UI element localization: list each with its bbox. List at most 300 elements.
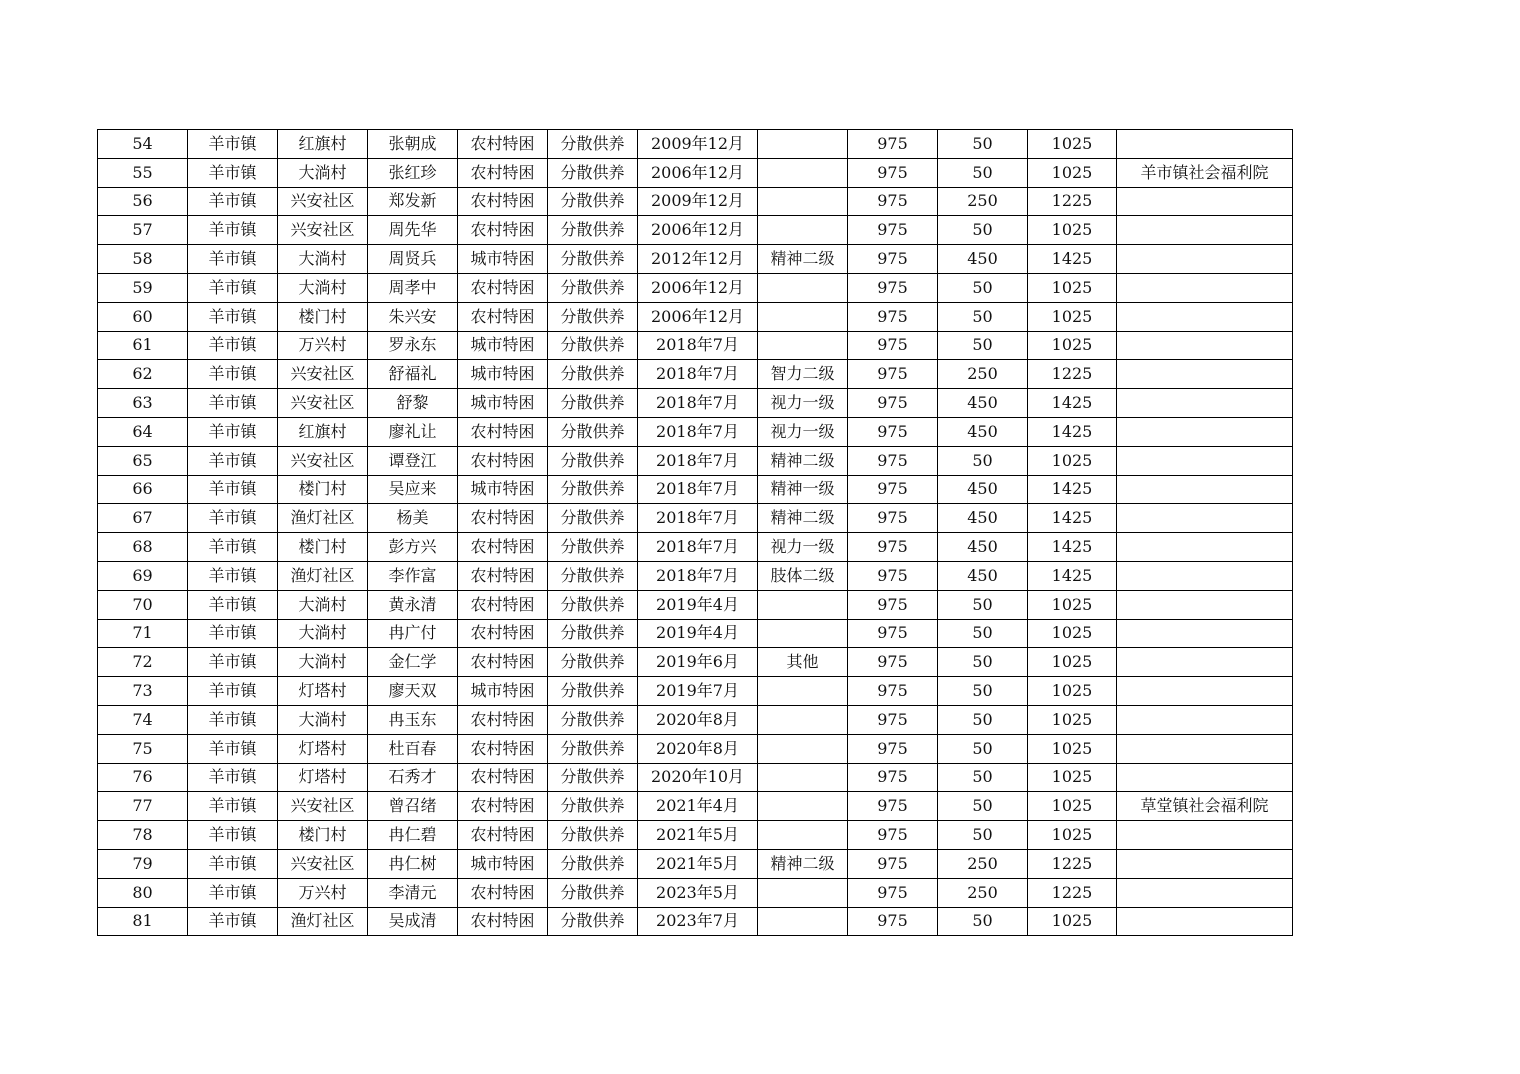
subsidy-cell: 250 bbox=[938, 360, 1028, 389]
serial-number-cell: 71 bbox=[98, 619, 188, 648]
subsidy-cell: 450 bbox=[938, 417, 1028, 446]
note-cell bbox=[1117, 446, 1293, 475]
note-cell bbox=[1117, 273, 1293, 302]
support-type-cell: 分散供养 bbox=[548, 533, 638, 562]
category-cell: 农村特困 bbox=[458, 302, 548, 331]
name-cell: 张红珍 bbox=[368, 158, 458, 187]
subsidy-cell: 50 bbox=[938, 734, 1028, 763]
serial-number-cell: 59 bbox=[98, 273, 188, 302]
table-row bbox=[98, 273, 1293, 302]
subsidy-cell: 50 bbox=[938, 648, 1028, 677]
note-cell bbox=[1117, 763, 1293, 792]
total-cell: 1025 bbox=[1028, 734, 1117, 763]
note-cell bbox=[1117, 417, 1293, 446]
serial-number-cell: 60 bbox=[98, 302, 188, 331]
base-amount-cell: 975 bbox=[848, 561, 938, 590]
table-row bbox=[98, 446, 1293, 475]
table-row bbox=[98, 504, 1293, 533]
subsidy-cell: 450 bbox=[938, 245, 1028, 274]
total-cell: 1025 bbox=[1028, 130, 1117, 159]
serial-number-cell: 67 bbox=[98, 504, 188, 533]
table-row bbox=[98, 878, 1293, 907]
category-cell: 农村特困 bbox=[458, 158, 548, 187]
name-cell: 冉广付 bbox=[368, 619, 458, 648]
base-amount-cell: 975 bbox=[848, 792, 938, 821]
table-row bbox=[98, 130, 1293, 159]
subsidy-cell: 450 bbox=[938, 561, 1028, 590]
base-amount-cell: 975 bbox=[848, 705, 938, 734]
total-cell: 1425 bbox=[1028, 504, 1117, 533]
name-cell: 罗永东 bbox=[368, 331, 458, 360]
note-cell bbox=[1117, 619, 1293, 648]
disability-cell bbox=[758, 130, 848, 159]
town-cell: 羊市镇 bbox=[188, 878, 278, 907]
base-amount-cell: 975 bbox=[848, 821, 938, 850]
disability-cell bbox=[758, 677, 848, 706]
disability-cell bbox=[758, 302, 848, 331]
name-cell: 周贤兵 bbox=[368, 245, 458, 274]
support-type-cell: 分散供养 bbox=[548, 245, 638, 274]
disability-cell: 肢体二级 bbox=[758, 561, 848, 590]
table-row bbox=[98, 561, 1293, 590]
name-cell: 冉仁碧 bbox=[368, 821, 458, 850]
town-cell: 羊市镇 bbox=[188, 533, 278, 562]
base-amount-cell: 975 bbox=[848, 533, 938, 562]
village-cell: 楼门村 bbox=[278, 821, 368, 850]
total-cell: 1225 bbox=[1028, 187, 1117, 216]
start-date-cell: 2018年7月 bbox=[638, 389, 758, 418]
serial-number-cell: 64 bbox=[98, 417, 188, 446]
support-type-cell: 分散供养 bbox=[548, 417, 638, 446]
total-cell: 1025 bbox=[1028, 331, 1117, 360]
start-date-cell: 2006年12月 bbox=[638, 158, 758, 187]
subsidy-cell: 50 bbox=[938, 590, 1028, 619]
town-cell: 羊市镇 bbox=[188, 475, 278, 504]
note-cell bbox=[1117, 504, 1293, 533]
town-cell: 羊市镇 bbox=[188, 504, 278, 533]
town-cell: 羊市镇 bbox=[188, 389, 278, 418]
serial-number-cell: 74 bbox=[98, 705, 188, 734]
total-cell: 1025 bbox=[1028, 302, 1117, 331]
note-cell bbox=[1117, 475, 1293, 504]
base-amount-cell: 975 bbox=[848, 590, 938, 619]
village-cell: 渔灯社区 bbox=[278, 504, 368, 533]
name-cell: 郑发新 bbox=[368, 187, 458, 216]
table-row bbox=[98, 417, 1293, 446]
village-cell: 兴安社区 bbox=[278, 849, 368, 878]
category-cell: 农村特困 bbox=[458, 187, 548, 216]
subsidy-cell: 50 bbox=[938, 130, 1028, 159]
category-cell: 城市特困 bbox=[458, 245, 548, 274]
name-cell: 谭登江 bbox=[368, 446, 458, 475]
table-row bbox=[98, 216, 1293, 245]
category-cell: 农村特困 bbox=[458, 878, 548, 907]
start-date-cell: 2018年7月 bbox=[638, 561, 758, 590]
subsidy-cell: 50 bbox=[938, 331, 1028, 360]
village-cell: 灯塔村 bbox=[278, 677, 368, 706]
start-date-cell: 2012年12月 bbox=[638, 245, 758, 274]
serial-number-cell: 65 bbox=[98, 446, 188, 475]
village-cell: 大淌村 bbox=[278, 245, 368, 274]
category-cell: 农村特困 bbox=[458, 216, 548, 245]
note-cell bbox=[1117, 705, 1293, 734]
serial-number-cell: 78 bbox=[98, 821, 188, 850]
total-cell: 1425 bbox=[1028, 389, 1117, 418]
serial-number-cell: 76 bbox=[98, 763, 188, 792]
table-row bbox=[98, 763, 1293, 792]
village-cell: 红旗村 bbox=[278, 417, 368, 446]
support-type-cell: 分散供养 bbox=[548, 878, 638, 907]
category-cell: 农村特困 bbox=[458, 619, 548, 648]
village-cell: 灯塔村 bbox=[278, 763, 368, 792]
disability-cell: 精神二级 bbox=[758, 504, 848, 533]
town-cell: 羊市镇 bbox=[188, 648, 278, 677]
total-cell: 1425 bbox=[1028, 417, 1117, 446]
subsidy-cell: 50 bbox=[938, 273, 1028, 302]
disability-cell bbox=[758, 792, 848, 821]
category-cell: 农村特困 bbox=[458, 763, 548, 792]
note-cell bbox=[1117, 245, 1293, 274]
note-cell bbox=[1117, 907, 1293, 936]
support-type-cell: 分散供养 bbox=[548, 619, 638, 648]
support-type-cell: 分散供养 bbox=[548, 648, 638, 677]
base-amount-cell: 975 bbox=[848, 130, 938, 159]
serial-number-cell: 80 bbox=[98, 878, 188, 907]
note-cell bbox=[1117, 331, 1293, 360]
category-cell: 农村特困 bbox=[458, 907, 548, 936]
support-type-cell: 分散供养 bbox=[548, 389, 638, 418]
town-cell: 羊市镇 bbox=[188, 907, 278, 936]
village-cell: 灯塔村 bbox=[278, 734, 368, 763]
village-cell: 楼门村 bbox=[278, 302, 368, 331]
base-amount-cell: 975 bbox=[848, 389, 938, 418]
subsidy-cell: 50 bbox=[938, 907, 1028, 936]
support-type-cell: 分散供养 bbox=[548, 273, 638, 302]
disability-cell bbox=[758, 619, 848, 648]
start-date-cell: 2020年8月 bbox=[638, 705, 758, 734]
category-cell: 城市特困 bbox=[458, 331, 548, 360]
note-cell bbox=[1117, 677, 1293, 706]
start-date-cell: 2018年7月 bbox=[638, 533, 758, 562]
subsidy-cell: 50 bbox=[938, 763, 1028, 792]
table-row bbox=[98, 734, 1293, 763]
village-cell: 红旗村 bbox=[278, 130, 368, 159]
table-row bbox=[98, 907, 1293, 936]
support-type-cell: 分散供养 bbox=[548, 907, 638, 936]
table-row bbox=[98, 331, 1293, 360]
village-cell: 大淌村 bbox=[278, 158, 368, 187]
disability-cell: 视力一级 bbox=[758, 417, 848, 446]
category-cell: 农村特困 bbox=[458, 648, 548, 677]
base-amount-cell: 975 bbox=[848, 273, 938, 302]
serial-number-cell: 54 bbox=[98, 130, 188, 159]
serial-number-cell: 77 bbox=[98, 792, 188, 821]
support-type-cell: 分散供养 bbox=[548, 158, 638, 187]
start-date-cell: 2020年8月 bbox=[638, 734, 758, 763]
village-cell: 兴安社区 bbox=[278, 216, 368, 245]
note-cell bbox=[1117, 360, 1293, 389]
table-row bbox=[98, 302, 1293, 331]
total-cell: 1225 bbox=[1028, 878, 1117, 907]
serial-number-cell: 75 bbox=[98, 734, 188, 763]
note-cell bbox=[1117, 878, 1293, 907]
category-cell: 农村特困 bbox=[458, 417, 548, 446]
table-row bbox=[98, 619, 1293, 648]
category-cell: 农村特困 bbox=[458, 821, 548, 850]
note-cell bbox=[1117, 187, 1293, 216]
village-cell: 兴安社区 bbox=[278, 389, 368, 418]
note-cell bbox=[1117, 389, 1293, 418]
start-date-cell: 2018年7月 bbox=[638, 360, 758, 389]
village-cell: 兴安社区 bbox=[278, 446, 368, 475]
subsidy-cell: 450 bbox=[938, 533, 1028, 562]
category-cell: 城市特困 bbox=[458, 849, 548, 878]
name-cell: 冉仁树 bbox=[368, 849, 458, 878]
base-amount-cell: 975 bbox=[848, 763, 938, 792]
category-cell: 农村特困 bbox=[458, 561, 548, 590]
name-cell: 李清元 bbox=[368, 878, 458, 907]
village-cell: 渔灯社区 bbox=[278, 907, 368, 936]
category-cell: 城市特困 bbox=[458, 389, 548, 418]
village-cell: 万兴村 bbox=[278, 331, 368, 360]
subsidy-cell: 50 bbox=[938, 216, 1028, 245]
start-date-cell: 2009年12月 bbox=[638, 130, 758, 159]
town-cell: 羊市镇 bbox=[188, 849, 278, 878]
serial-number-cell: 68 bbox=[98, 533, 188, 562]
support-type-cell: 分散供养 bbox=[548, 302, 638, 331]
support-type-cell: 分散供养 bbox=[548, 705, 638, 734]
village-cell: 大淌村 bbox=[278, 590, 368, 619]
village-cell: 大淌村 bbox=[278, 273, 368, 302]
start-date-cell: 2021年5月 bbox=[638, 821, 758, 850]
category-cell: 农村特困 bbox=[458, 590, 548, 619]
town-cell: 羊市镇 bbox=[188, 705, 278, 734]
note-cell bbox=[1117, 734, 1293, 763]
disability-cell bbox=[758, 705, 848, 734]
total-cell: 1025 bbox=[1028, 763, 1117, 792]
disability-cell: 精神二级 bbox=[758, 446, 848, 475]
subsidy-cell: 50 bbox=[938, 446, 1028, 475]
support-type-cell: 分散供养 bbox=[548, 590, 638, 619]
village-cell: 大淌村 bbox=[278, 648, 368, 677]
start-date-cell: 2018年7月 bbox=[638, 504, 758, 533]
serial-number-cell: 57 bbox=[98, 216, 188, 245]
note-cell: 草堂镇社会福利院 bbox=[1117, 792, 1293, 821]
table-row bbox=[98, 245, 1293, 274]
disability-cell bbox=[758, 187, 848, 216]
base-amount-cell: 975 bbox=[848, 878, 938, 907]
start-date-cell: 2023年5月 bbox=[638, 878, 758, 907]
town-cell: 羊市镇 bbox=[188, 273, 278, 302]
name-cell: 周孝中 bbox=[368, 273, 458, 302]
support-type-cell: 分散供养 bbox=[548, 504, 638, 533]
table-row bbox=[98, 360, 1293, 389]
town-cell: 羊市镇 bbox=[188, 821, 278, 850]
base-amount-cell: 975 bbox=[848, 619, 938, 648]
start-date-cell: 2018年7月 bbox=[638, 331, 758, 360]
note-cell bbox=[1117, 821, 1293, 850]
note-cell bbox=[1117, 216, 1293, 245]
town-cell: 羊市镇 bbox=[188, 331, 278, 360]
serial-number-cell: 55 bbox=[98, 158, 188, 187]
start-date-cell: 2021年5月 bbox=[638, 849, 758, 878]
category-cell: 农村特困 bbox=[458, 504, 548, 533]
base-amount-cell: 975 bbox=[848, 446, 938, 475]
category-cell: 农村特困 bbox=[458, 792, 548, 821]
subsidy-cell: 50 bbox=[938, 705, 1028, 734]
village-cell: 万兴村 bbox=[278, 878, 368, 907]
subsidy-cell: 50 bbox=[938, 821, 1028, 850]
name-cell: 杜百春 bbox=[368, 734, 458, 763]
village-cell: 大淌村 bbox=[278, 705, 368, 734]
start-date-cell: 2009年12月 bbox=[638, 187, 758, 216]
table-row bbox=[98, 187, 1293, 216]
disability-cell: 精神二级 bbox=[758, 245, 848, 274]
table-row bbox=[98, 705, 1293, 734]
table-row bbox=[98, 158, 1293, 187]
subsidy-cell: 50 bbox=[938, 792, 1028, 821]
start-date-cell: 2019年6月 bbox=[638, 648, 758, 677]
base-amount-cell: 975 bbox=[848, 331, 938, 360]
table-row bbox=[98, 648, 1293, 677]
name-cell: 冉玉东 bbox=[368, 705, 458, 734]
disability-cell bbox=[758, 878, 848, 907]
name-cell: 李作富 bbox=[368, 561, 458, 590]
start-date-cell: 2019年7月 bbox=[638, 677, 758, 706]
support-type-cell: 分散供养 bbox=[548, 849, 638, 878]
start-date-cell: 2023年7月 bbox=[638, 907, 758, 936]
subsidy-cell: 250 bbox=[938, 878, 1028, 907]
base-amount-cell: 975 bbox=[848, 734, 938, 763]
name-cell: 张朝成 bbox=[368, 130, 458, 159]
disability-cell: 其他 bbox=[758, 648, 848, 677]
village-cell: 兴安社区 bbox=[278, 360, 368, 389]
subsidy-cell: 50 bbox=[938, 302, 1028, 331]
town-cell: 羊市镇 bbox=[188, 590, 278, 619]
total-cell: 1025 bbox=[1028, 792, 1117, 821]
note-cell bbox=[1117, 561, 1293, 590]
start-date-cell: 2019年4月 bbox=[638, 619, 758, 648]
note-cell bbox=[1117, 130, 1293, 159]
base-amount-cell: 975 bbox=[848, 475, 938, 504]
total-cell: 1025 bbox=[1028, 273, 1117, 302]
name-cell: 曾召绪 bbox=[368, 792, 458, 821]
subsidy-cell: 50 bbox=[938, 619, 1028, 648]
start-date-cell: 2006年12月 bbox=[638, 216, 758, 245]
support-type-cell: 分散供养 bbox=[548, 446, 638, 475]
total-cell: 1225 bbox=[1028, 849, 1117, 878]
note-cell bbox=[1117, 533, 1293, 562]
serial-number-cell: 81 bbox=[98, 907, 188, 936]
disability-cell bbox=[758, 734, 848, 763]
base-amount-cell: 975 bbox=[848, 302, 938, 331]
serial-number-cell: 56 bbox=[98, 187, 188, 216]
subsidy-cell: 450 bbox=[938, 504, 1028, 533]
disability-cell bbox=[758, 907, 848, 936]
support-type-cell: 分散供养 bbox=[548, 475, 638, 504]
town-cell: 羊市镇 bbox=[188, 561, 278, 590]
category-cell: 城市特困 bbox=[458, 360, 548, 389]
town-cell: 羊市镇 bbox=[188, 677, 278, 706]
serial-number-cell: 79 bbox=[98, 849, 188, 878]
start-date-cell: 2006年12月 bbox=[638, 273, 758, 302]
category-cell: 城市特困 bbox=[458, 677, 548, 706]
name-cell: 廖礼让 bbox=[368, 417, 458, 446]
support-type-cell: 分散供养 bbox=[548, 187, 638, 216]
base-amount-cell: 975 bbox=[848, 648, 938, 677]
base-amount-cell: 975 bbox=[848, 245, 938, 274]
village-cell: 兴安社区 bbox=[278, 792, 368, 821]
disability-cell: 精神二级 bbox=[758, 849, 848, 878]
disability-cell bbox=[758, 821, 848, 850]
table-row bbox=[98, 792, 1293, 821]
support-type-cell: 分散供养 bbox=[548, 763, 638, 792]
category-cell: 农村特困 bbox=[458, 533, 548, 562]
disability-cell: 智力二级 bbox=[758, 360, 848, 389]
subsidy-cell: 250 bbox=[938, 849, 1028, 878]
town-cell: 羊市镇 bbox=[188, 792, 278, 821]
village-cell: 楼门村 bbox=[278, 533, 368, 562]
town-cell: 羊市镇 bbox=[188, 734, 278, 763]
base-amount-cell: 975 bbox=[848, 907, 938, 936]
town-cell: 羊市镇 bbox=[188, 216, 278, 245]
base-amount-cell: 975 bbox=[848, 360, 938, 389]
town-cell: 羊市镇 bbox=[188, 360, 278, 389]
start-date-cell: 2020年10月 bbox=[638, 763, 758, 792]
total-cell: 1025 bbox=[1028, 619, 1117, 648]
village-cell: 楼门村 bbox=[278, 475, 368, 504]
base-amount-cell: 975 bbox=[848, 504, 938, 533]
disability-cell bbox=[758, 763, 848, 792]
town-cell: 羊市镇 bbox=[188, 302, 278, 331]
start-date-cell: 2018年7月 bbox=[638, 475, 758, 504]
support-type-cell: 分散供养 bbox=[548, 216, 638, 245]
subsidy-cell: 450 bbox=[938, 389, 1028, 418]
start-date-cell: 2019年4月 bbox=[638, 590, 758, 619]
village-cell: 渔灯社区 bbox=[278, 561, 368, 590]
table-row bbox=[98, 590, 1293, 619]
subsidy-cell: 50 bbox=[938, 677, 1028, 706]
start-date-cell: 2021年4月 bbox=[638, 792, 758, 821]
name-cell: 石秀才 bbox=[368, 763, 458, 792]
total-cell: 1425 bbox=[1028, 533, 1117, 562]
category-cell: 农村特困 bbox=[458, 273, 548, 302]
name-cell: 朱兴安 bbox=[368, 302, 458, 331]
support-type-cell: 分散供养 bbox=[548, 331, 638, 360]
records-table bbox=[97, 129, 1293, 936]
category-cell: 农村特困 bbox=[458, 705, 548, 734]
start-date-cell: 2018年7月 bbox=[638, 446, 758, 475]
support-type-cell: 分散供养 bbox=[548, 734, 638, 763]
category-cell: 城市特困 bbox=[458, 475, 548, 504]
disability-cell bbox=[758, 331, 848, 360]
town-cell: 羊市镇 bbox=[188, 158, 278, 187]
records-table-body bbox=[98, 130, 1293, 936]
town-cell: 羊市镇 bbox=[188, 245, 278, 274]
note-cell bbox=[1117, 302, 1293, 331]
table-row bbox=[98, 849, 1293, 878]
name-cell: 周先华 bbox=[368, 216, 458, 245]
serial-number-cell: 61 bbox=[98, 331, 188, 360]
support-type-cell: 分散供养 bbox=[548, 561, 638, 590]
serial-number-cell: 62 bbox=[98, 360, 188, 389]
village-cell: 兴安社区 bbox=[278, 187, 368, 216]
disability-cell: 视力一级 bbox=[758, 389, 848, 418]
serial-number-cell: 69 bbox=[98, 561, 188, 590]
base-amount-cell: 975 bbox=[848, 187, 938, 216]
base-amount-cell: 975 bbox=[848, 158, 938, 187]
town-cell: 羊市镇 bbox=[188, 619, 278, 648]
